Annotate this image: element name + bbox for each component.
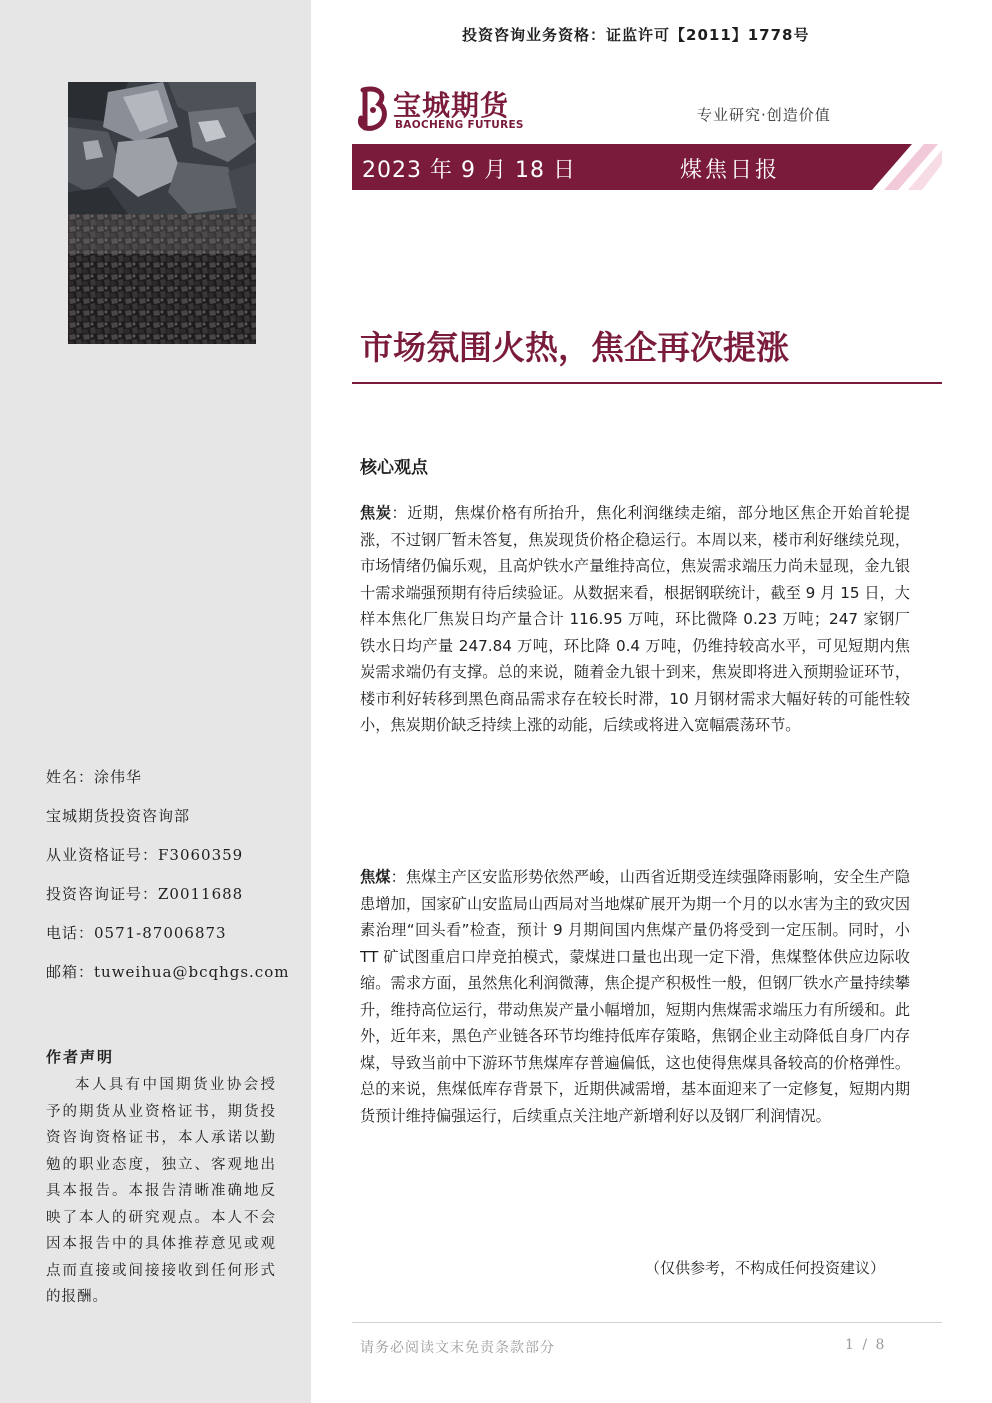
author-phone: 电话：0571-87006873 xyxy=(46,924,227,942)
company-logo xyxy=(357,84,527,132)
logo-chinese-name: 宝城期货 xyxy=(393,89,510,122)
report-type: 煤焦日报 xyxy=(680,158,781,183)
disclaimer-note: （仅供参考，不构成任何投资建议） xyxy=(645,1259,886,1277)
logo-english-name: BAOCHENG FUTURES xyxy=(395,119,524,131)
coal-photo-top xyxy=(68,82,256,214)
title-divider xyxy=(352,382,942,384)
footer-notice: 请务必阅读文末免责条款部分 xyxy=(360,1340,555,1356)
author-name: 姓名：涂伟华 xyxy=(46,768,143,786)
logo-emblem-icon xyxy=(357,86,389,132)
coal-label: 焦煤 xyxy=(360,868,391,886)
author-email[interactable]: 邮箱：tuweihua@bcqhgs.com xyxy=(46,963,290,981)
license-statement: 投资咨询业务资格：证监许可【2011】1778号 xyxy=(462,26,810,44)
coal-text: ：焦煤主产区安监形势依然严峻，山西省近期受连续强降雨影响，安全生产隐患增加，国家矿山安监局山西局对当地煤矿展开为期一个月的以水害为主的致灾因素治理“回头看”检查，预计 9 月期间国内焦煤产量仍将受到一定压制。同时，小 TT 矿试图重启口岸竞拍模式，蒙煤进口量也出现一定下滑，焦煤整体供应边际收缩。需求方面，虽然焦化利润微薄，焦企提产积极性一般，但钢厂铁水产量持续攀升，维持高位运行，带动焦炭产量小幅增加，短期内焦煤需求端压力有所缓和。此外，近年来，黑色产业链各环节均维持低库存策略，焦钢企业主动降低自身厂内存煤，导致当前中下游环节焦煤库存普遍偏低，这也使得焦煤具备较高的价格弹性。总的来说，焦煤低库存背景下，近期供减需增，基本面迎来了一定修复，短期内期货预计维持偏强运行，后续重点关注地产新增利好以及钢厂利润情况。 xyxy=(360,868,911,1125)
author-department: 宝城期货投资咨询部 xyxy=(46,807,191,825)
author-qualification: 从业资格证号：F3060359 xyxy=(46,846,244,864)
author-consulting-id: 投资咨询证号：Z0011688 xyxy=(46,885,244,903)
report-date: 2023 年 9 月 18 日 xyxy=(362,158,576,183)
declaration-text: 本人具有中国期货业协会授予的期货从业资格证书，期货投资咨询资格证书，本人承诺以勤勉的职业态度，独立、客观地出具本报告。本报告清晰准确地反映了本人的研究观点。本人不会因本报告中的具体推荐意见或观点而直接或间接接收到任何形式的报酬。 xyxy=(46,1077,276,1305)
footer-divider xyxy=(352,1322,942,1323)
coke-label: 焦炭 xyxy=(360,504,392,522)
section-heading: 核心观点 xyxy=(360,458,428,478)
coke-paragraph xyxy=(360,500,910,739)
report-title: 市场氛围火热，焦企再次提涨 xyxy=(360,328,789,367)
company-slogan: 专业研究·创造价值 xyxy=(697,106,831,124)
page-number: 1 / 8 xyxy=(845,1337,887,1353)
coke-text: ：近期，焦煤价格有所抬升，焦化利润继续走缩，部分地区焦企开始首轮提涨，不过钢厂暂未答复，焦炭现货价格企稳运行。本周以来，楼市利好继续兑现，市场情绪仍偏乐观，且高炉铁水产量维持高位，焦炭需求端压力尚未显现，金九银十需求端强预期有待后续验证。从数据来看，根据钢联统计，截至 9 月 15 日，大样本焦化厂焦炭日均产量合计 116.95 万吨，环比微降 0.23 万吨；247 家钢厂铁水日均产量 247.84 万吨，环比降 0.4 万吨，仍维持较高水平，可见短期内焦炭需求端仍有支撑。总的来说，随着金九银十到来，焦炭即将进入预期验证环节，楼市利好转移到黑色商品需求存在较长时滞，10 月钢材需求大幅好转的可能性较小，焦炭期价缺乏持续上涨的动能，后续或将进入宽幅震荡环节。 xyxy=(360,504,911,734)
coal-paragraph xyxy=(360,864,910,1129)
declaration-title: 作者声明 xyxy=(46,1048,115,1066)
coal-photo-bottom xyxy=(68,214,256,344)
